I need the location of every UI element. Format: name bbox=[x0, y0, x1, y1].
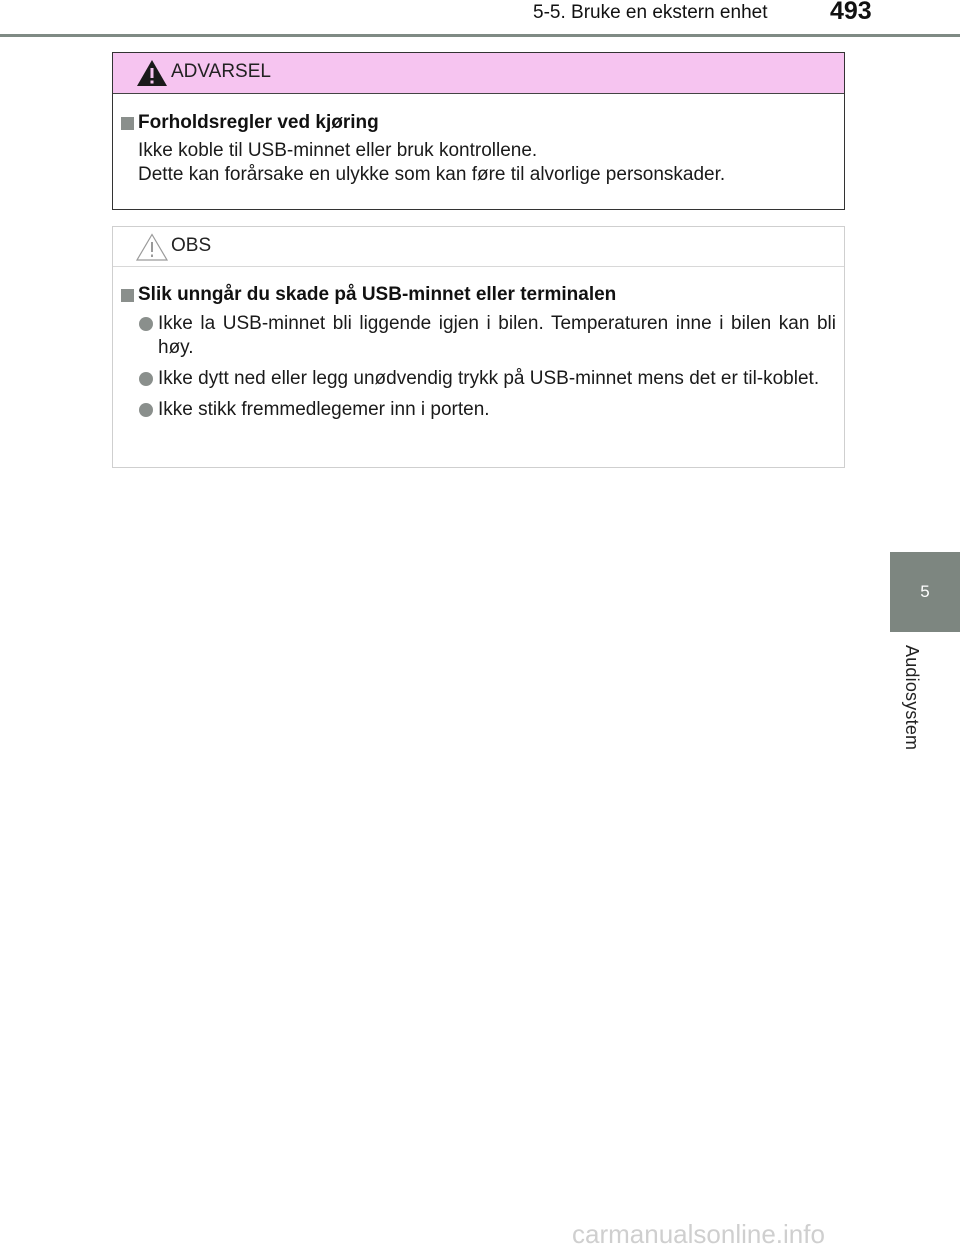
warning-header bbox=[113, 53, 844, 94]
warning-box bbox=[112, 52, 845, 210]
page-number: 493 bbox=[830, 0, 872, 25]
list-item: Ikke dytt ned eller legg unødvendig trykk på USB-minnet mens det er til-koblet. bbox=[121, 367, 836, 391]
notice-body bbox=[113, 267, 844, 422]
square-bullet-icon bbox=[121, 117, 134, 130]
chapter-label: Audiosystem bbox=[902, 645, 922, 751]
header-divider bbox=[0, 34, 960, 37]
warning-triangle-filled-icon bbox=[135, 58, 169, 88]
list-item: Ikke la USB-minnet bli liggende igjen i bilen. Temperaturen inne i bilen kan bli høy. bbox=[121, 312, 836, 360]
warning-line: Ikke koble til USB-minnet eller bruk kontrollene. bbox=[138, 140, 538, 161]
warning-section-title: Forholdsregler ved kjøring bbox=[121, 110, 836, 136]
watermark: carmanualsonline.info bbox=[572, 1219, 825, 1249]
round-bullet-icon bbox=[139, 403, 153, 417]
chapter-number: 5 bbox=[920, 582, 930, 601]
list-item: Ikke stikk fremmedlegemer inn i porten. bbox=[121, 398, 836, 422]
round-bullet-icon bbox=[139, 372, 153, 386]
notice-section-title: Slik unngår du skade på USB-minnet eller terminalen bbox=[121, 282, 836, 308]
square-bullet-icon bbox=[121, 289, 134, 302]
caution-triangle-outline-icon bbox=[135, 232, 169, 262]
section-title: 5-5. Bruke en ekstern enhet bbox=[533, 2, 768, 23]
round-bullet-icon bbox=[139, 317, 153, 331]
warning-body bbox=[113, 94, 844, 187]
notice-box bbox=[112, 226, 845, 468]
notice-header bbox=[113, 227, 844, 267]
chapter-tab bbox=[890, 552, 960, 632]
warning-label: ADVARSEL bbox=[171, 61, 271, 82]
notice-label: OBS bbox=[171, 235, 212, 256]
warning-line: Dette kan forårsake en ulykke som kan føre til alvorlige personskader. bbox=[138, 164, 726, 185]
